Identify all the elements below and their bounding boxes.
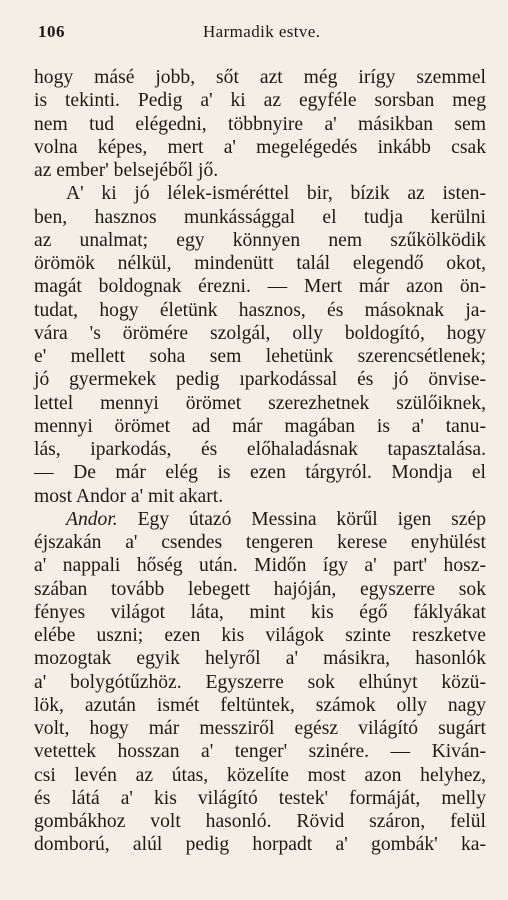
speaker-name: Andor. — [66, 508, 118, 530]
text-line: — De már elég is ezen tárgyról. Mondja el — [34, 462, 486, 484]
text-line: mozogtak egyik helyről a' másikra, hasonlók — [34, 648, 486, 670]
page-number: 106 — [38, 22, 65, 41]
text-line: lettel mennyi örömet szerezhetnek szülőiknek, — [34, 392, 486, 414]
text-line: tudat, hogy életünk hasznos, és másoknak ja- — [34, 299, 486, 321]
text-line: jó gyermekek pedig ıparkodással és jó önvise- — [34, 369, 486, 391]
text-line: e' mellett soha sem lehetünk szerencsétlenek; — [34, 346, 486, 367]
text-line: vetettek hosszan a' tenger' szinére. — Kiván- — [34, 741, 486, 763]
text-line: az unalmat; egy könnyen nem szűkölködik — [34, 229, 486, 251]
running-head: Harmadik estve. — [203, 22, 321, 41]
text-line: szában tovább lebegett hajóján, egyszerre sok — [34, 578, 486, 600]
body-text — [34, 66, 486, 857]
text-line: a' nappali hőség után. Midőn így a' part' hosz- — [34, 555, 486, 577]
text-line: örömök nélkül, mindenütt talál elegendő okot, — [34, 253, 486, 274]
text-line: magát boldognak érezni. — Mert már azon ön- — [34, 276, 486, 298]
line-text: Egy útazó Messina körűl igen szép — [117, 508, 486, 530]
text-line: lök, azután ismét feltüntek, számok olly nagy — [34, 694, 486, 716]
text-line: csi levén az útas, közelíte most azon helyhez, — [34, 764, 486, 786]
text-line: volt, hogy már messziről egész világító sugárt — [34, 718, 486, 739]
text-line: ben, hasznos munkássággal el tudja kerülni — [34, 206, 486, 228]
text-line: a' bolygótűzhöz. Egyszerre sok elhúnyt közü- — [34, 671, 486, 693]
text-line: nem tud elégedni, többnyire a' másikban sem — [34, 113, 486, 135]
text-line: fényes világot láta, mint kis égő fáklyákat — [34, 601, 486, 623]
text-line: vára 's örömére szolgál, olly boldogító, hogy — [34, 322, 486, 344]
text-line: A' ki jó lélek-isméréttel bir, bízik az isten- — [66, 183, 486, 205]
text-line: lás, iparkodás, és előhaladásnak tapasztalása. — [34, 439, 486, 460]
text-line: mennyi örömet ad már magában is a' tanu- — [34, 415, 486, 437]
text-line: is tekinti. Pedig a' ki az egyféle sorsban meg — [34, 90, 486, 112]
text-line — [34, 508, 486, 531]
text-line: éjszakán a' csendes tengeren kerese enyhülést — [34, 532, 486, 553]
text-line: és látá a' kis világító testek' formáját, melly — [34, 787, 486, 809]
text-line: az ember' belsejéből jő. — [34, 160, 219, 181]
text-line: domború, alúl pedig horpadt a' gombák' ka- — [34, 834, 486, 856]
text-line: most Andor a' mit akart. — [34, 485, 224, 507]
text-line: gombákhoz volt hasonló. Rövid száron, felül — [34, 811, 486, 832]
text-line: elébe uszni; ezen kis világok szinte reszketve — [34, 625, 486, 646]
text-line: volna képes, mert a' megelégedés inkább csak — [34, 136, 486, 158]
text-line: hogy másé jobb, sőt azt még irígy szemmel — [34, 67, 486, 88]
page-header — [38, 22, 478, 44]
